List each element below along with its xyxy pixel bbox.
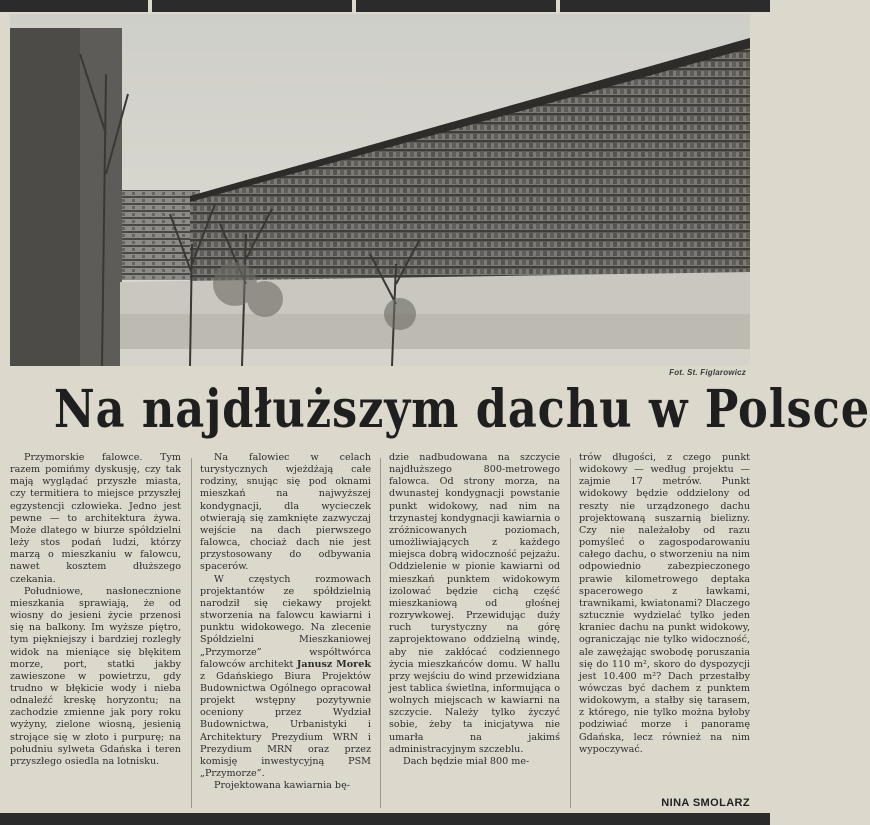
top-rule (0, 0, 770, 12)
headline: Na najdłuższym dachu w Polsce (53, 379, 870, 440)
column-4 (579, 452, 750, 756)
paragraph-text: z Gdańskiego Biura Projektów Budownictwa Ogólnego opracował projekt wstępny pozytywnie oceniony przez Wydział Budownictwa, Urbanistyki i Architektury Prezydium WRN i Prezydium MRN oraz przez komisję inwestycyjną PSM „Przymorze”. (200, 670, 371, 780)
paragraph: trów długości, z czego punkt widokowy — według projektu — zajmie 17 metrów. Punkt widokowy będzie oddzielony od reszty nie urządzonego dachu projektowaną suszarnią bielizny. Czy nie należałoby od razu pomyśleć o zagospodarowaniu całego dachu, o stworzeniu na nim odpowiednio zabezpieczonego prawie kilometrowego deptaka spacerowego z ławkami, trawnikami, kwiatonami? Dlaczego sztucznie wydzielać tylko jeden kraniec dachu na punkt widokowy, ograniczając nie tylko widoczność, ale zawężając swobodę poruszania się do 110 m², skoro do dyspozycji jest 10.400 m²? Dach przestałby wówczas być dachem z punktem widokowym, a stałby się tarasem, z którego, nie tylko można byłoby podziwiać morze i panoramę Gdańska, lecz również na nim wypoczywać. (579, 452, 750, 755)
paragraph (200, 574, 371, 781)
paragraph: Dach będzie miał 800 me- (403, 755, 530, 767)
column-separator (380, 458, 381, 808)
paragraph: Na falowiec w celach turystycznych wjeżdżają całe rodziny, snując się pod oknami mieszkań na najwyższej kondygnacji, dla wycieczek otwierają się zamknięte zazwyczaj wejście na dach pierwszego falowca, chociaż dach nie jest przystosowany do odbywania spacerów. (200, 452, 371, 573)
paragraph: dzie nadbudowana na szczycie najdłuższego 800-metrowego falowca. Od strony morza, na dwunastej kondygnacji powstanie punkt widokowy, nad nim na trzynastej kondygnacji kawiarnia o zróżnicowanych poziomach, umożliwiających z każdego miejsca dobrą widoczność pejzażu. Oddzielenie w pionie kawiarni od mieszkań punktem widokowym izolować będzie cichą część mieszkaniową od głośnej rozrywkowej. Przewidując duży ruch turystyczny na górę zaprojektowano oddzielną windę, aby nie zakłócać codziennego życia mieszkańców domu. W hallu przy wejściu do wind przewidziana jest tablica świetlna, informująca o wolnych miejscach w kawiarni na szczycie. Należy tylko życzyć sobie, żeby ta inicjatywa nie umarła na jakimś administracyjnym szczeblu. (389, 452, 560, 755)
column-separator (191, 458, 192, 808)
paragraph: Południowe, nasłonecznione mieszkania sprawiają, że od wiosny do jesieni życie przenosi się na balkony. Im wyższe piętro, tym piękniejszy i bardziej rozległy widok na mieniące się błękitem morze, port, statki jakby zawieszone w powietrzu, gdy trudno w błękicie wody i nieba odnaleźć kreskę horyzontu; na zachodzie zmienne jak pory roku wyżyny, zielone wiosną, jesienią strojące się w złoto i purpurę; na południu sylweta Gdańska i teren przyszłego osiedla na lotnisku. (10, 585, 181, 767)
article-body (0, 452, 770, 812)
column-1 (10, 452, 181, 768)
column-2 (200, 452, 371, 792)
bottom-rule (0, 813, 770, 825)
building-illustration (10, 14, 750, 366)
architect-name: Janusz Morek (296, 658, 371, 670)
column-separator (570, 458, 571, 808)
column-3 (389, 452, 560, 768)
paragraph: Projektowana kawiarnia bę- (214, 780, 350, 792)
paragraph: Przymorskie falowce. Tym razem pomińmy dyskusję, czy tak mają wyglądać przyszłe miasta, czy termitiera to miejsce przyszłej egzystencji człowieka. Jedno jest pewne — to architektura żywa. Może dlatego w biurze spółdzielni leży stos podań ludzi, którzy marzą o mieszkaniu w falowcu, nawet kosztem dłuższego czekania. (10, 452, 181, 585)
building-photo (10, 14, 750, 366)
author-byline: NINA SMOLARZ (661, 797, 750, 809)
photo-credit: Fot. St. Figlarowicz (669, 368, 746, 377)
paragraph-text: W częstych rozmowach projektantów ze spółdzielnią narodził się ciekawy projekt stworzenia na falowcu kawiarni i punktu widokowego. Na zlecenie Spółdzielni Mieszkaniowej „Przymorze” współtwórca falowców architekt (200, 573, 371, 670)
